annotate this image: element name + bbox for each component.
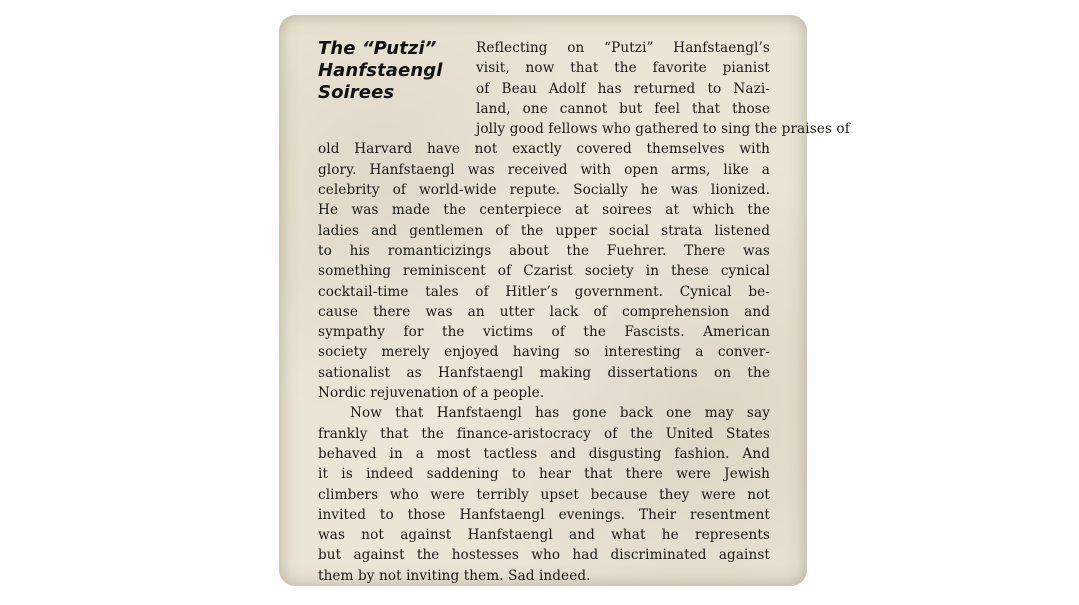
text-line: Reflecting on “Putzi” Hanfstaengl’s bbox=[476, 40, 770, 56]
article-headline bbox=[318, 38, 476, 122]
text-line: it is indeed saddening to hear that there were Jewish bbox=[318, 466, 770, 483]
text-line: jolly good fellows who gathered to sing the praises of bbox=[476, 121, 850, 138]
text-line: invited to those Hanfstaengl evenings. Their resentment bbox=[318, 506, 770, 523]
text-line: was not against Hanfstaengl and what he represents bbox=[318, 527, 770, 544]
text-line: climbers who were terribly upset because they were not bbox=[318, 486, 770, 503]
text-line: ladies and gentlemen of the upper social strata listened bbox=[318, 222, 770, 239]
text-line: to his romanticizings about the Fuehrer. There was bbox=[318, 242, 770, 259]
headline-line: Soirees bbox=[318, 82, 395, 103]
text-line: cause there was an utter lack of comprehension and bbox=[318, 303, 770, 320]
text-line: them by not inviting them. Sad indeed. bbox=[318, 567, 591, 584]
text-line: sationalist as Hanfstaengl making dissertations on the bbox=[318, 364, 770, 381]
newspaper-clipping bbox=[279, 15, 850, 586]
text-line: sympathy for the victims of the Fascists. American bbox=[318, 324, 770, 341]
text-line: frankly that the finance-aristocracy of the United States bbox=[318, 425, 770, 442]
paragraph-2 bbox=[318, 403, 770, 586]
text-line: land, one cannot but feel that those bbox=[476, 100, 770, 117]
text-line: cocktail-time tales of Hitler’s government. Cynical be- bbox=[318, 283, 770, 300]
text-line: old Harvard have not exactly covered themselves with bbox=[318, 141, 770, 158]
headline-line: Hanfstaengl bbox=[318, 60, 443, 81]
text-line: something reminiscent of Czarist society in these cynical bbox=[318, 263, 770, 280]
text-line: society merely enjoyed having so interesting a conver- bbox=[318, 344, 770, 361]
text-line: Now that Hanfstaengl has gone back one may say bbox=[350, 405, 770, 422]
text-line: behaved in a most tactless and disgusting fashion. And bbox=[318, 445, 770, 462]
text-line: of Beau Adolf has returned to Nazi- bbox=[476, 80, 770, 97]
headline-line: The “Putzi” bbox=[318, 38, 437, 59]
article-body bbox=[318, 38, 850, 586]
text-line: visit, now that the favorite pianist bbox=[476, 60, 770, 77]
text-line: celebrity of world-wide repute. Socially he was lionized. bbox=[318, 182, 770, 199]
text-line: He was made the centerpiece at soirees at which the bbox=[318, 202, 770, 219]
text-line: Nordic rejuvenation of a people. bbox=[318, 385, 545, 402]
text-line: but against the hostesses who had discriminated against bbox=[318, 547, 770, 564]
text-line: glory. Hanfstaengl was received with open arms, like a bbox=[318, 161, 770, 178]
